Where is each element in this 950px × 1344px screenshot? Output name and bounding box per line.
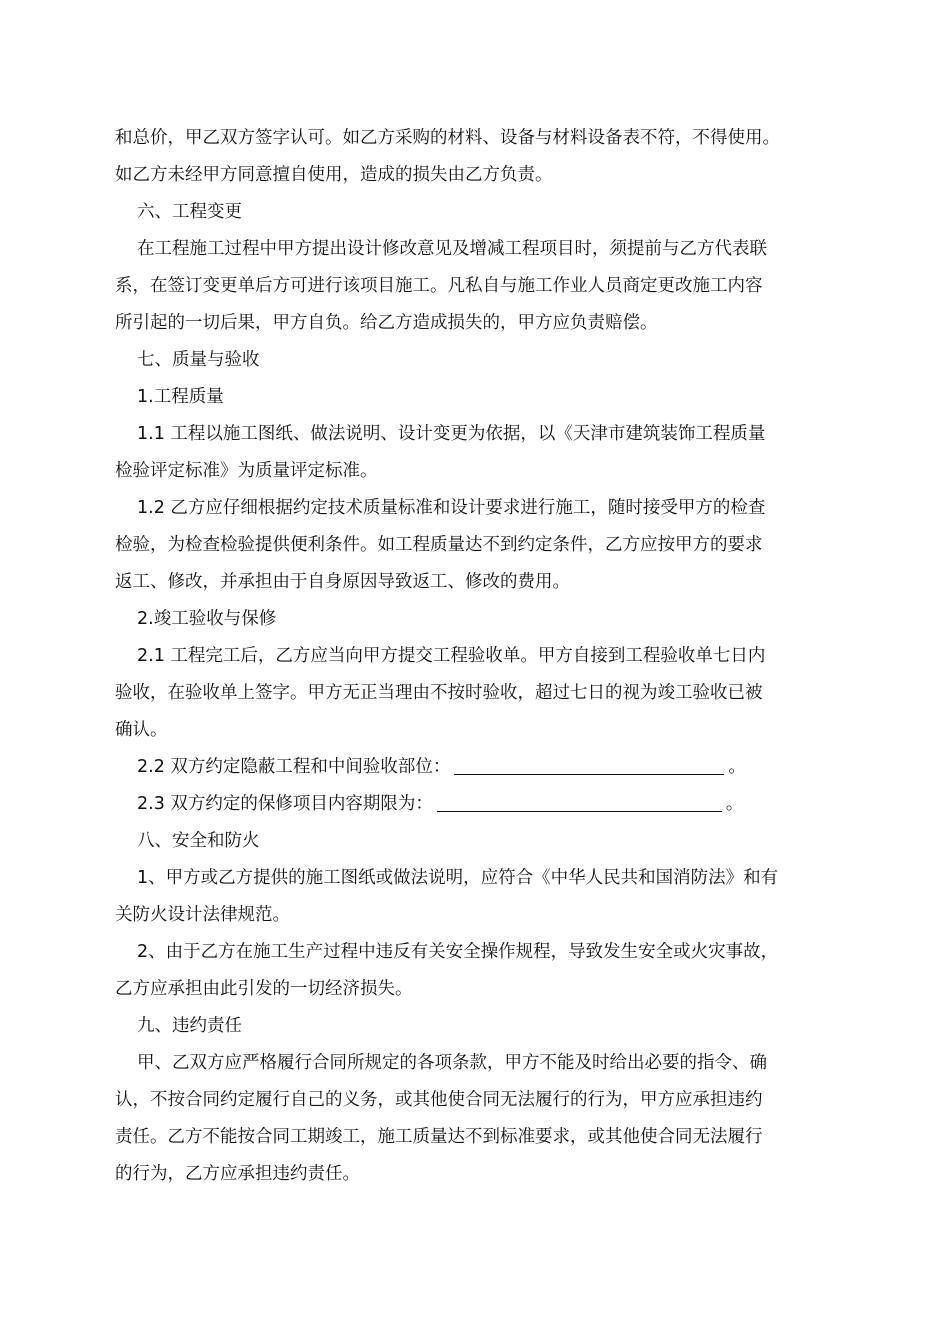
text-line: 责任。乙方不能按合同工期竣工，施工质量达不到标准要求，或其他使合同无法履行 (115, 1127, 763, 1147)
section-heading-7: 七、质量与验收 (137, 350, 260, 370)
paragraph-7-1-2 (115, 490, 840, 601)
fill-in-blank[interactable] (437, 789, 722, 812)
text-line: 2.1 工程完工后，乙方应当向甲方提交工程验收单。甲方自接到工程验收单七日内 (137, 646, 766, 666)
text-segment: 。 (728, 757, 746, 777)
subsection-heading-7-1: 1.工程质量 (137, 387, 224, 407)
text-line: 所引起的一切后果，甲方自负。给乙方造成损失的，甲方应负责赔偿。 (115, 313, 658, 333)
text-line: 1.2 乙方应仔细根据约定技术质量标准和设计要求进行施工，随时接受甲方的检查 (137, 498, 766, 518)
paragraph-7-2-1 (115, 638, 840, 749)
section-heading-8: 八、安全和防火 (137, 831, 260, 851)
text-line: 和总价，甲乙双方签字认可。如乙方采购的材料、设备与材料设备表不符，不得使用。 (115, 128, 780, 148)
paragraph-change (115, 231, 840, 342)
text-line: 系，在签订变更单后方可进行该项目施工。凡私自与施工作业人员商定更改施工内容 (115, 276, 763, 296)
document-body (115, 120, 840, 1193)
text-line: 的行为，乙方应承担违约责任。 (115, 1164, 360, 1184)
text-line: 乙方应承担由此引发的一切经济损失。 (115, 979, 413, 999)
text-line: 关防火设计法律规范。 (115, 905, 290, 925)
subsection-heading-7-2: 2.竣工验收与保修 (137, 609, 277, 629)
text-segment: 2.2 双方约定隐蔽工程和中间验收部位： (137, 757, 451, 777)
text-line: 2、由于乙方在施工生产过程中违反有关安全操作规程，导致发生安全或火灾事故， (137, 942, 779, 962)
text-line: 检验，为检查检验提供便利条件。如工程质量达不到约定条件，乙方应按甲方的要求 (115, 535, 763, 555)
paragraph-7-2-2 (115, 749, 840, 786)
text-segment: 2.3 双方约定的保修项目内容期限为： (137, 794, 433, 814)
paragraph-materials (115, 120, 840, 194)
paragraph-7-1-1 (115, 416, 840, 490)
section-heading-9: 九、违约责任 (137, 1016, 242, 1036)
text-line: 认，不按合同约定履行自己的义务，或其他使合同无法履行的行为，甲方应承担违约 (115, 1090, 763, 1110)
text-line: 检验评定标准》为质量评定标准。 (115, 461, 378, 481)
paragraph-8-1 (115, 860, 840, 934)
text-line: 验收，在验收单上签字。甲方无正当理由不按时验收，超过七日的视为竣工验收已被 (115, 683, 763, 703)
text-line: 确认。 (115, 720, 168, 740)
text-line: 1.1 工程以施工图纸、做法说明、设计变更为依据，以《天津市建筑装饰工程质量 (137, 424, 766, 444)
text-line: 1、甲方或乙方提供的施工图纸或做法说明，应符合《中华人民共和国消防法》和有 (137, 868, 779, 888)
text-line: 甲、乙双方应严格履行合同所规定的各项条款，甲方不能及时给出必要的指令、确 (137, 1053, 767, 1073)
text-segment: 。 (725, 794, 744, 814)
section-heading-6: 六、工程变更 (137, 202, 242, 222)
text-line: 返工、修改，并承担由于自身原因导致返工、修改的费用。 (115, 572, 570, 592)
text-line: 如乙方未经甲方同意擅自使用，造成的损失由乙方负责。 (115, 165, 553, 185)
fill-in-blank[interactable] (454, 752, 724, 775)
paragraph-7-2-3 (115, 786, 840, 823)
paragraph-8-2 (115, 934, 840, 1008)
paragraph-9 (115, 1045, 840, 1193)
text-line: 在工程施工过程中甲方提出设计修改意见及增减工程项目时，须提前与乙方代表联 (137, 239, 767, 259)
